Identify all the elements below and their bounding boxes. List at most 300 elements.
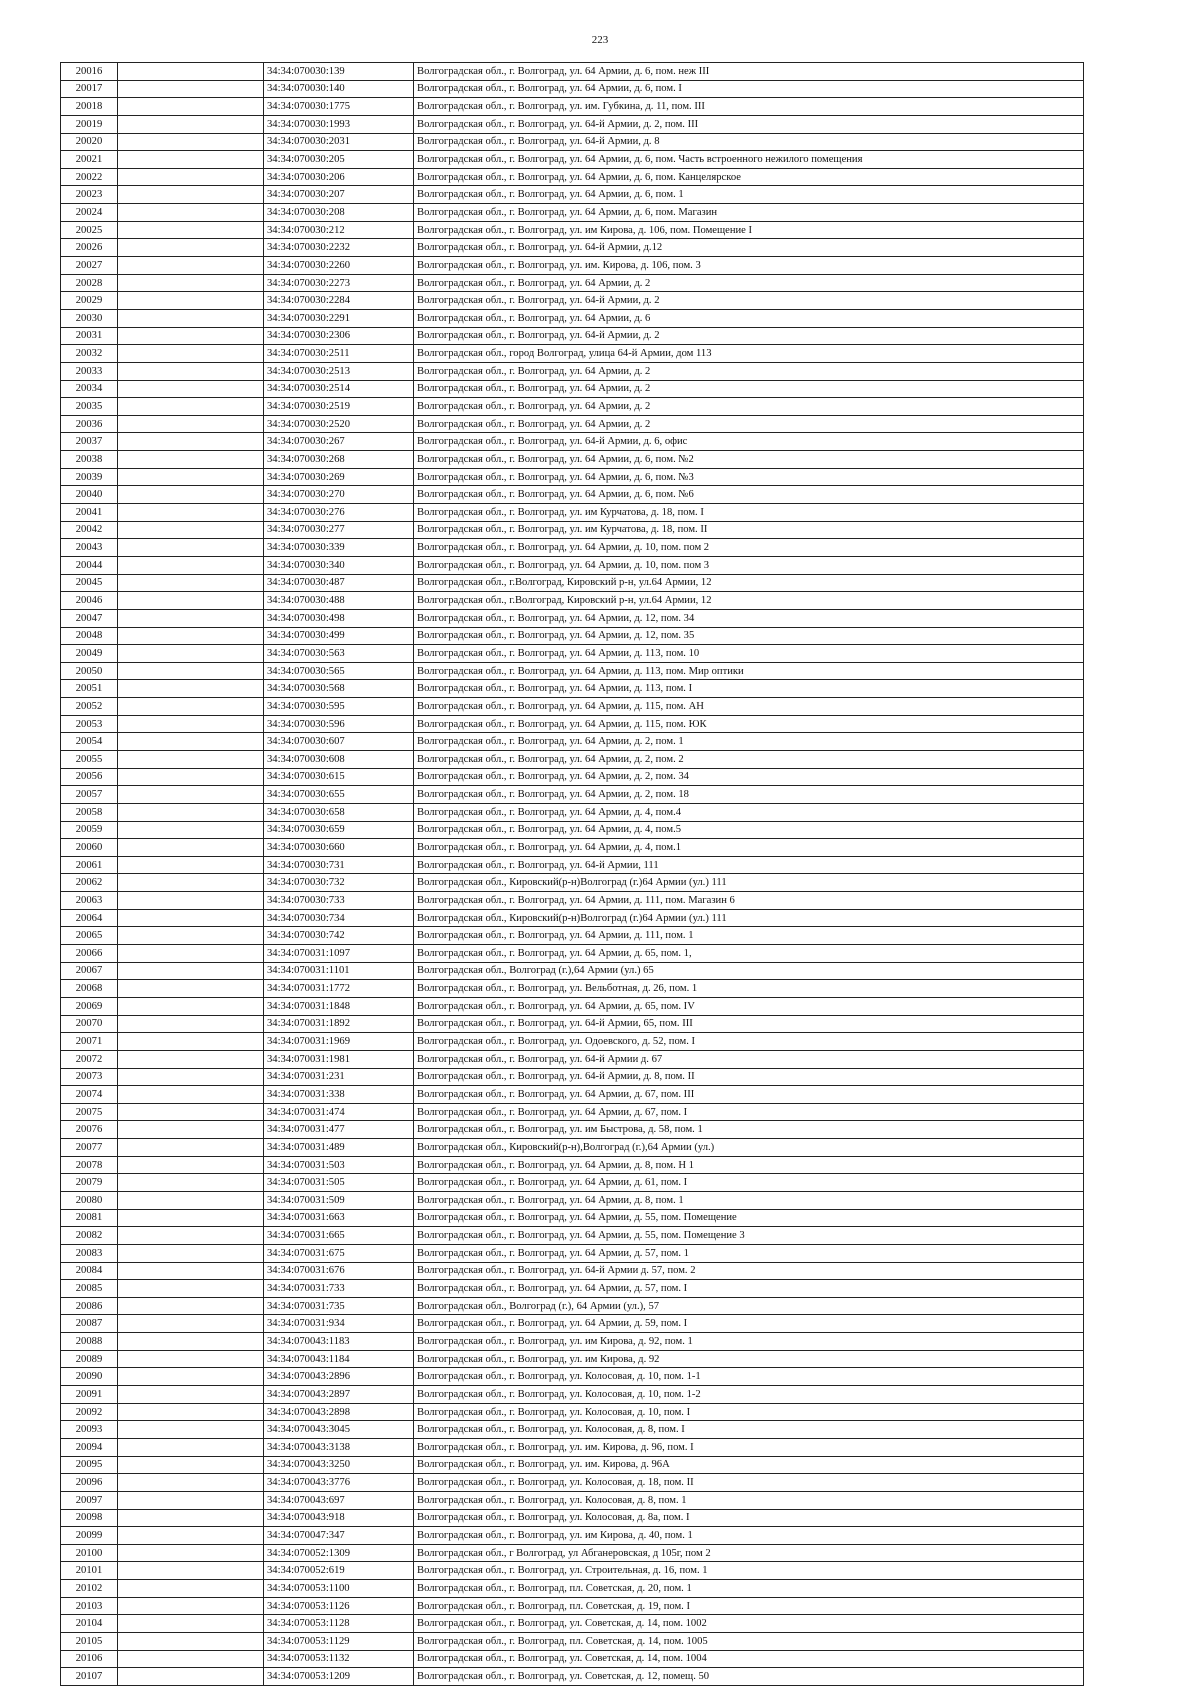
- address-cell: Волгоградская обл., Кировский(р-н),Волгоград (г.),64 Армии (ул.): [414, 1139, 1084, 1157]
- cadastral-number-cell: 34:34:070043:918: [264, 1509, 414, 1527]
- table-row: [61, 803, 1084, 821]
- empty-cell: [118, 1050, 264, 1068]
- cadastral-number-cell: 34:34:070031:663: [264, 1209, 414, 1227]
- address-cell: Волгоградская обл., г. Волгоград, пл. Советская, д. 14, пом. 1005: [414, 1633, 1084, 1651]
- table-row: [61, 1297, 1084, 1315]
- address-cell: Волгоградская обл., г. Волгоград, ул. им. Кирова, д. 96, пом. I: [414, 1438, 1084, 1456]
- table-row: [61, 1615, 1084, 1633]
- cadastral-number-cell: 34:34:070031:503: [264, 1156, 414, 1174]
- row-number-cell: 20059: [61, 821, 118, 839]
- cadastral-number-cell: 34:34:070030:655: [264, 786, 414, 804]
- empty-cell: [118, 1491, 264, 1509]
- cadastral-number-cell: 34:34:070043:2896: [264, 1368, 414, 1386]
- cadastral-number-cell: 34:34:070043:2898: [264, 1403, 414, 1421]
- row-number-cell: 20066: [61, 945, 118, 963]
- cadastral-number-cell: 34:34:070030:2260: [264, 257, 414, 275]
- row-number-cell: 20021: [61, 151, 118, 169]
- row-number-cell: 20026: [61, 239, 118, 257]
- table-row: [61, 539, 1084, 557]
- row-number-cell: 20058: [61, 803, 118, 821]
- address-cell: Волгоградская обл., г. Волгоград, ул. 64 Армии, д. 6, пом. Часть встроенного нежилого помещения: [414, 151, 1084, 169]
- cadastral-number-cell: 34:34:070043:697: [264, 1491, 414, 1509]
- empty-cell: [118, 768, 264, 786]
- table-row: [61, 1280, 1084, 1298]
- table-row: [61, 927, 1084, 945]
- table-row: [61, 221, 1084, 239]
- address-cell: Волгоградская обл., г. Волгоград, ул. 64 Армии, д. 10, пом. пом 2: [414, 539, 1084, 557]
- table-row: [61, 345, 1084, 363]
- address-cell: Волгоградская обл., г. Волгоград, ул. 64 Армии, д. 67, пом. III: [414, 1086, 1084, 1104]
- row-number-cell: 20072: [61, 1050, 118, 1068]
- table-row: [61, 63, 1084, 81]
- cadastral-number-cell: 34:34:070030:498: [264, 609, 414, 627]
- empty-cell: [118, 1244, 264, 1262]
- address-cell: Волгоградская обл., г. Волгоград, ул. Колосовая, д. 8, пом. I: [414, 1421, 1084, 1439]
- table-row: [61, 1174, 1084, 1192]
- table-row: [61, 239, 1084, 257]
- table-row: [61, 856, 1084, 874]
- row-number-cell: 20062: [61, 874, 118, 892]
- empty-cell: [118, 627, 264, 645]
- empty-cell: [118, 1562, 264, 1580]
- row-number-cell: 20043: [61, 539, 118, 557]
- table-row: [61, 257, 1084, 275]
- address-cell: Волгоградская обл., г. Волгоград, ул. Колосовая, д. 18, пом. II: [414, 1474, 1084, 1492]
- table-row: [61, 1050, 1084, 1068]
- row-number-cell: 20037: [61, 433, 118, 451]
- empty-cell: [118, 186, 264, 204]
- empty-cell: [118, 1403, 264, 1421]
- cadastral-number-cell: 34:34:070030:607: [264, 733, 414, 751]
- row-number-cell: 20098: [61, 1509, 118, 1527]
- cadastral-number-cell: 34:34:070030:2031: [264, 133, 414, 151]
- address-cell: Волгоградская обл., г. Волгоград, ул. 64 Армии, д. 6: [414, 309, 1084, 327]
- empty-cell: [118, 962, 264, 980]
- address-cell: Волгоградская обл., г. Волгоград, ул. 64 Армии, д. 111, пом. Магазин 6: [414, 892, 1084, 910]
- table-row: [61, 768, 1084, 786]
- empty-cell: [118, 239, 264, 257]
- row-number-cell: 20044: [61, 556, 118, 574]
- address-cell: Волгоградская обл., г. Волгоград, ул. 64 Армии, д. 2, пом. 34: [414, 768, 1084, 786]
- empty-cell: [118, 1615, 264, 1633]
- cadastral-number-cell: 34:34:070030:276: [264, 504, 414, 522]
- cadastral-number-cell: 34:34:070052:619: [264, 1562, 414, 1580]
- address-cell: Волгоградская обл., г. Волгоград, ул. 64 Армии, д. 10, пом. пом 3: [414, 556, 1084, 574]
- address-cell: Волгоградская обл., г. Волгоград, ул. 64-й Армии, 111: [414, 856, 1084, 874]
- address-cell: Волгоградская обл., г. Волгоград, ул. 64 Армии, д. 6, пом. 1: [414, 186, 1084, 204]
- address-cell: Волгоградская обл., г. Волгоград, ул. 64-й Армии, д. 8: [414, 133, 1084, 151]
- address-cell: Волгоградская обл., г. Волгоград, ул. им Кирова, д. 106, пом. Помещение I: [414, 221, 1084, 239]
- address-cell: Волгоградская обл., г. Волгоград, ул. 64 Армии, д. 6, пом. Магазин: [414, 204, 1084, 222]
- row-number-cell: 20082: [61, 1227, 118, 1245]
- empty-cell: [118, 1033, 264, 1051]
- empty-cell: [118, 645, 264, 663]
- cadastral-number-cell: 34:34:070030:733: [264, 892, 414, 910]
- empty-cell: [118, 1068, 264, 1086]
- row-number-cell: 20071: [61, 1033, 118, 1051]
- table-row: [61, 1068, 1084, 1086]
- row-number-cell: 20027: [61, 257, 118, 275]
- address-cell: Волгоградская обл., г. Волгоград, ул. Строительная, д. 16, пом. 1: [414, 1562, 1084, 1580]
- table-row: [61, 451, 1084, 469]
- address-cell: Волгоградская обл., г. Волгоград, ул. 64-й Армии, д. 2: [414, 292, 1084, 310]
- empty-cell: [118, 115, 264, 133]
- row-number-cell: 20105: [61, 1633, 118, 1651]
- table-row: [61, 1015, 1084, 1033]
- table-row: [61, 574, 1084, 592]
- table-row: [61, 1033, 1084, 1051]
- cadastral-number-cell: 34:34:070030:2284: [264, 292, 414, 310]
- address-cell: Волгоградская обл., г. Волгоград, ул. 64 Армии, д. 65, пом. 1,: [414, 945, 1084, 963]
- empty-cell: [118, 1544, 264, 1562]
- table-row: [61, 1421, 1084, 1439]
- cadastral-number-cell: 34:34:070053:1126: [264, 1597, 414, 1615]
- row-number-cell: 20025: [61, 221, 118, 239]
- row-number-cell: 20095: [61, 1456, 118, 1474]
- table-row: [61, 1597, 1084, 1615]
- address-cell: Волгоградская обл., г. Волгоград, ул. 64-й Армии, д.12: [414, 239, 1084, 257]
- address-cell: Волгоградская обл., г. Волгоград, ул. им Кирова, д. 92: [414, 1350, 1084, 1368]
- address-cell: Волгоградская обл., Волгоград (г.), 64 Армии (ул.), 57: [414, 1297, 1084, 1315]
- empty-cell: [118, 1456, 264, 1474]
- row-number-cell: 20099: [61, 1527, 118, 1545]
- table-row: [61, 1121, 1084, 1139]
- table-row: [61, 1350, 1084, 1368]
- address-cell: Волгоградская обл., г. Волгоград, ул. Колосовая, д. 10, пом. 1-1: [414, 1368, 1084, 1386]
- cadastral-number-cell: 34:34:070053:1132: [264, 1650, 414, 1668]
- row-number-cell: 20070: [61, 1015, 118, 1033]
- empty-cell: [118, 504, 264, 522]
- empty-cell: [118, 874, 264, 892]
- cadastral-number-cell: 34:34:070030:734: [264, 909, 414, 927]
- table-row: [61, 486, 1084, 504]
- empty-cell: [118, 1580, 264, 1598]
- table-row: [61, 909, 1084, 927]
- empty-cell: [118, 680, 264, 698]
- table-row: [61, 786, 1084, 804]
- row-number-cell: 20101: [61, 1562, 118, 1580]
- cadastral-number-cell: 34:34:070043:3250: [264, 1456, 414, 1474]
- row-number-cell: 20041: [61, 504, 118, 522]
- table-row: [61, 698, 1084, 716]
- address-cell: Волгоградская обл., г. Волгоград, ул. им Кирова, д. 92, пом. 1: [414, 1333, 1084, 1351]
- empty-cell: [118, 539, 264, 557]
- cadastral-number-cell: 34:34:070030:742: [264, 927, 414, 945]
- row-number-cell: 20047: [61, 609, 118, 627]
- registry-table-body: [61, 63, 1084, 1686]
- address-cell: Волгоградская обл., г. Волгоград, ул. Одоевского, д. 52, пом. I: [414, 1033, 1084, 1051]
- empty-cell: [118, 1015, 264, 1033]
- table-row: [61, 609, 1084, 627]
- row-number-cell: 20104: [61, 1615, 118, 1633]
- empty-cell: [118, 574, 264, 592]
- table-row: [61, 327, 1084, 345]
- table-row: [61, 151, 1084, 169]
- table-row: [61, 415, 1084, 433]
- empty-cell: [118, 1368, 264, 1386]
- address-cell: Волгоградская обл., г.Волгоград, Кировский р-н, ул.64 Армии, 12: [414, 592, 1084, 610]
- address-cell: Волгоградская обл., г Волгоград, ул Абганеровская, д 105г, пом 2: [414, 1544, 1084, 1562]
- cadastral-number-cell: 34:34:070031:676: [264, 1262, 414, 1280]
- row-number-cell: 20035: [61, 398, 118, 416]
- empty-cell: [118, 592, 264, 610]
- row-number-cell: 20033: [61, 362, 118, 380]
- address-cell: Волгоградская обл., г. Волгоград, ул. 64 Армии, д. 8, пом. Н 1: [414, 1156, 1084, 1174]
- row-number-cell: 20078: [61, 1156, 118, 1174]
- empty-cell: [118, 786, 264, 804]
- cadastral-number-cell: 34:34:070043:2897: [264, 1386, 414, 1404]
- empty-cell: [118, 1668, 264, 1686]
- row-number-cell: 20017: [61, 80, 118, 98]
- row-number-cell: 20067: [61, 962, 118, 980]
- table-row: [61, 1491, 1084, 1509]
- row-number-cell: 20090: [61, 1368, 118, 1386]
- row-number-cell: 20040: [61, 486, 118, 504]
- cadastral-number-cell: 34:34:070030:2520: [264, 415, 414, 433]
- table-row: [61, 504, 1084, 522]
- empty-cell: [118, 468, 264, 486]
- table-row: [61, 468, 1084, 486]
- table-row: [61, 750, 1084, 768]
- empty-cell: [118, 151, 264, 169]
- cadastral-number-cell: 34:34:070031:505: [264, 1174, 414, 1192]
- table-row: [61, 1315, 1084, 1333]
- table-row: [61, 1527, 1084, 1545]
- empty-cell: [118, 380, 264, 398]
- address-cell: Волгоградская обл., г. Волгоград, ул. 64 Армии, д. 55, пом. Помещение 3: [414, 1227, 1084, 1245]
- row-number-cell: 20097: [61, 1491, 118, 1509]
- address-cell: Волгоградская обл., г. Волгоград, ул. Колосовая, д. 8а, пом. I: [414, 1509, 1084, 1527]
- table-row: [61, 839, 1084, 857]
- address-cell: Волгоградская обл., г. Волгоград, ул. им. Кирова, д. 96А: [414, 1456, 1084, 1474]
- cadastral-number-cell: 34:34:070043:3138: [264, 1438, 414, 1456]
- address-cell: Волгоградская обл., г. Волгоград, ул. 64 Армии, д. 6, пом. Канцелярское: [414, 168, 1084, 186]
- empty-cell: [118, 433, 264, 451]
- empty-cell: [118, 1650, 264, 1668]
- row-number-cell: 20080: [61, 1192, 118, 1210]
- empty-cell: [118, 733, 264, 751]
- cadastral-number-cell: 34:34:070030:206: [264, 168, 414, 186]
- address-cell: Волгоградская обл., г. Волгоград, ул. 64 Армии, д. 113, пом. 10: [414, 645, 1084, 663]
- empty-cell: [118, 856, 264, 874]
- empty-cell: [118, 63, 264, 81]
- row-number-cell: 20019: [61, 115, 118, 133]
- cadastral-number-cell: 34:34:070031:665: [264, 1227, 414, 1245]
- table-row: [61, 821, 1084, 839]
- cadastral-number-cell: 34:34:070030:269: [264, 468, 414, 486]
- empty-cell: [118, 1227, 264, 1245]
- address-cell: Волгоградская обл., г. Волгоград, ул. 64 Армии, д. 61, пом. I: [414, 1174, 1084, 1192]
- table-row: [61, 1103, 1084, 1121]
- table-row: [61, 398, 1084, 416]
- cadastral-number-cell: 34:34:070030:212: [264, 221, 414, 239]
- empty-cell: [118, 257, 264, 275]
- table-row: [61, 945, 1084, 963]
- row-number-cell: 20057: [61, 786, 118, 804]
- empty-cell: [118, 98, 264, 116]
- row-number-cell: 20029: [61, 292, 118, 310]
- table-row: [61, 997, 1084, 1015]
- row-number-cell: 20028: [61, 274, 118, 292]
- address-cell: Волгоградская обл., г. Волгоград, ул. им Курчатова, д. 18, пом. II: [414, 521, 1084, 539]
- empty-cell: [118, 1280, 264, 1298]
- row-number-cell: 20065: [61, 927, 118, 945]
- table-row: [61, 874, 1084, 892]
- table-row: [61, 1209, 1084, 1227]
- table-row: [61, 1509, 1084, 1527]
- cadastral-number-cell: 34:34:070043:1183: [264, 1333, 414, 1351]
- cadastral-number-cell: 34:34:070030:1993: [264, 115, 414, 133]
- address-cell: Волгоградская обл., г. Волгоград, ул. 64 Армии, д. 2: [414, 398, 1084, 416]
- empty-cell: [118, 1386, 264, 1404]
- row-number-cell: 20086: [61, 1297, 118, 1315]
- address-cell: Волгоградская обл., г. Волгоград, ул. Колосовая, д. 10, пом. 1-2: [414, 1386, 1084, 1404]
- address-cell: Волгоградская обл., г. Волгоград, пл. Советская, д. 19, пом. I: [414, 1597, 1084, 1615]
- table-row: [61, 1386, 1084, 1404]
- row-number-cell: 20102: [61, 1580, 118, 1598]
- empty-cell: [118, 486, 264, 504]
- empty-cell: [118, 1192, 264, 1210]
- cadastral-number-cell: 34:34:070030:205: [264, 151, 414, 169]
- empty-cell: [118, 1156, 264, 1174]
- row-number-cell: 20100: [61, 1544, 118, 1562]
- table-row: [61, 204, 1084, 222]
- cadastral-number-cell: 34:34:070030:140: [264, 80, 414, 98]
- cadastral-number-cell: 34:34:070030:488: [264, 592, 414, 610]
- row-number-cell: 20085: [61, 1280, 118, 1298]
- table-row: [61, 1668, 1084, 1686]
- table-row: [61, 168, 1084, 186]
- address-cell: Волгоградская обл., г. Волгоград, ул. 64 Армии, д. 6, пом. I: [414, 80, 1084, 98]
- row-number-cell: 20018: [61, 98, 118, 116]
- address-cell: Волгоградская обл., г. Волгоград, ул. 64 Армии, д. 8, пом. 1: [414, 1192, 1084, 1210]
- cadastral-number-cell: 34:34:070030:2511: [264, 345, 414, 363]
- address-cell: Волгоградская обл., г. Волгоград, ул. 64-й Армии, 65, пом. III: [414, 1015, 1084, 1033]
- address-cell: Волгоградская обл., г. Волгоград, ул. 64 Армии, д. 2: [414, 415, 1084, 433]
- empty-cell: [118, 839, 264, 857]
- address-cell: Волгоградская обл., г. Волгоград, ул. Вельботная, д. 26, пом. 1: [414, 980, 1084, 998]
- address-cell: Волгоградская обл., г. Волгоград, ул. им Кирова, д. 40, пом. 1: [414, 1527, 1084, 1545]
- empty-cell: [118, 556, 264, 574]
- table-row: [61, 292, 1084, 310]
- cadastral-number-cell: 34:34:070030:1775: [264, 98, 414, 116]
- table-row: [61, 1633, 1084, 1651]
- empty-cell: [118, 980, 264, 998]
- empty-cell: [118, 750, 264, 768]
- row-number-cell: 20051: [61, 680, 118, 698]
- empty-cell: [118, 662, 264, 680]
- empty-cell: [118, 892, 264, 910]
- table-row: [61, 1333, 1084, 1351]
- address-cell: Волгоградская обл., Кировский(р-н)Волгоград (г.)64 Армии (ул.) 111: [414, 874, 1084, 892]
- empty-cell: [118, 309, 264, 327]
- cadastral-number-cell: 34:34:070031:477: [264, 1121, 414, 1139]
- cadastral-number-cell: 34:34:070043:3776: [264, 1474, 414, 1492]
- row-number-cell: 20073: [61, 1068, 118, 1086]
- cadastral-number-cell: 34:34:070030:2273: [264, 274, 414, 292]
- address-cell: Волгоградская обл., г. Волгоград, ул. 64 Армии, д. 67, пом. I: [414, 1103, 1084, 1121]
- row-number-cell: 20088: [61, 1333, 118, 1351]
- address-cell: Волгоградская обл., г. Волгоград, ул. 64 Армии, д. 6, пом. неж III: [414, 63, 1084, 81]
- page-number: 223: [591, 34, 609, 46]
- cadastral-number-cell: 34:34:070031:474: [264, 1103, 414, 1121]
- row-number-cell: 20084: [61, 1262, 118, 1280]
- address-cell: Волгоградская обл., г. Волгоград, ул. 64 Армии, д. 55, пом. Помещение: [414, 1209, 1084, 1227]
- empty-cell: [118, 1139, 264, 1157]
- cadastral-number-cell: 34:34:070030:499: [264, 627, 414, 645]
- table-row: [61, 556, 1084, 574]
- address-cell: Волгоградская обл., г. Волгоград, ул. 64 Армии, д. 59, пом. I: [414, 1315, 1084, 1333]
- table-row: [61, 1438, 1084, 1456]
- empty-cell: [118, 1262, 264, 1280]
- empty-cell: [118, 133, 264, 151]
- empty-cell: [118, 1209, 264, 1227]
- cadastral-number-cell: 34:34:070031:733: [264, 1280, 414, 1298]
- address-cell: Волгоградская обл., г. Волгоград, ул. 64 Армии, д. 2: [414, 362, 1084, 380]
- row-number-cell: 20032: [61, 345, 118, 363]
- empty-cell: [118, 1103, 264, 1121]
- cadastral-number-cell: 34:34:070031:934: [264, 1315, 414, 1333]
- row-number-cell: 20089: [61, 1350, 118, 1368]
- cadastral-number-cell: 34:34:070031:1969: [264, 1033, 414, 1051]
- address-cell: Волгоградская обл., г. Волгоград, ул. 64 Армии, д. 2, пом. 18: [414, 786, 1084, 804]
- empty-cell: [118, 1438, 264, 1456]
- row-number-cell: 20068: [61, 980, 118, 998]
- address-cell: Волгоградская обл., г. Волгоград, ул. 64 Армии, д. 111, пом. 1: [414, 927, 1084, 945]
- table-row: [61, 1580, 1084, 1598]
- cadastral-number-cell: 34:34:070053:1128: [264, 1615, 414, 1633]
- cadastral-number-cell: 34:34:070030:487: [264, 574, 414, 592]
- cadastral-number-cell: 34:34:070043:1184: [264, 1350, 414, 1368]
- address-cell: Волгоградская обл., г. Волгоград, ул. 64 Армии, д. 57, пом. I: [414, 1280, 1084, 1298]
- row-number-cell: 20107: [61, 1668, 118, 1686]
- address-cell: Волгоградская обл., г. Волгоград, ул. 64-й Армии, д. 2: [414, 327, 1084, 345]
- row-number-cell: 20053: [61, 715, 118, 733]
- table-row: [61, 98, 1084, 116]
- table-row: [61, 433, 1084, 451]
- row-number-cell: 20093: [61, 1421, 118, 1439]
- cadastral-number-cell: 34:34:070030:2232: [264, 239, 414, 257]
- cadastral-number-cell: 34:34:070030:2291: [264, 309, 414, 327]
- cadastral-number-cell: 34:34:070031:1097: [264, 945, 414, 963]
- address-cell: Волгоградская обл., Кировский(р-н)Волгоград (г.)64 Армии (ул.) 111: [414, 909, 1084, 927]
- table-row: [61, 645, 1084, 663]
- cadastral-number-cell: 34:34:070030:2519: [264, 398, 414, 416]
- row-number-cell: 20075: [61, 1103, 118, 1121]
- row-number-cell: 20052: [61, 698, 118, 716]
- row-number-cell: 20016: [61, 63, 118, 81]
- empty-cell: [118, 80, 264, 98]
- cadastral-number-cell: 34:34:070030:268: [264, 451, 414, 469]
- cadastral-number-cell: 34:34:070030:595: [264, 698, 414, 716]
- address-cell: Волгоградская обл., г. Волгоград, ул. 64 Армии, д. 115, пом. АН: [414, 698, 1084, 716]
- empty-cell: [118, 292, 264, 310]
- table-row: [61, 1139, 1084, 1157]
- row-number-cell: 20050: [61, 662, 118, 680]
- empty-cell: [118, 803, 264, 821]
- empty-cell: [118, 221, 264, 239]
- cadastral-number-cell: 34:34:070030:615: [264, 768, 414, 786]
- empty-cell: [118, 345, 264, 363]
- cadastral-number-cell: 34:34:070053:1100: [264, 1580, 414, 1598]
- cadastral-number-cell: 34:34:070031:338: [264, 1086, 414, 1104]
- row-number-cell: 20077: [61, 1139, 118, 1157]
- table-row: [61, 1086, 1084, 1104]
- cadastral-number-cell: 34:34:070030:267: [264, 433, 414, 451]
- empty-cell: [118, 927, 264, 945]
- table-row: [61, 627, 1084, 645]
- address-cell: Волгоградская обл., г. Волгоград, ул. 64 Армии, д. 12, пом. 34: [414, 609, 1084, 627]
